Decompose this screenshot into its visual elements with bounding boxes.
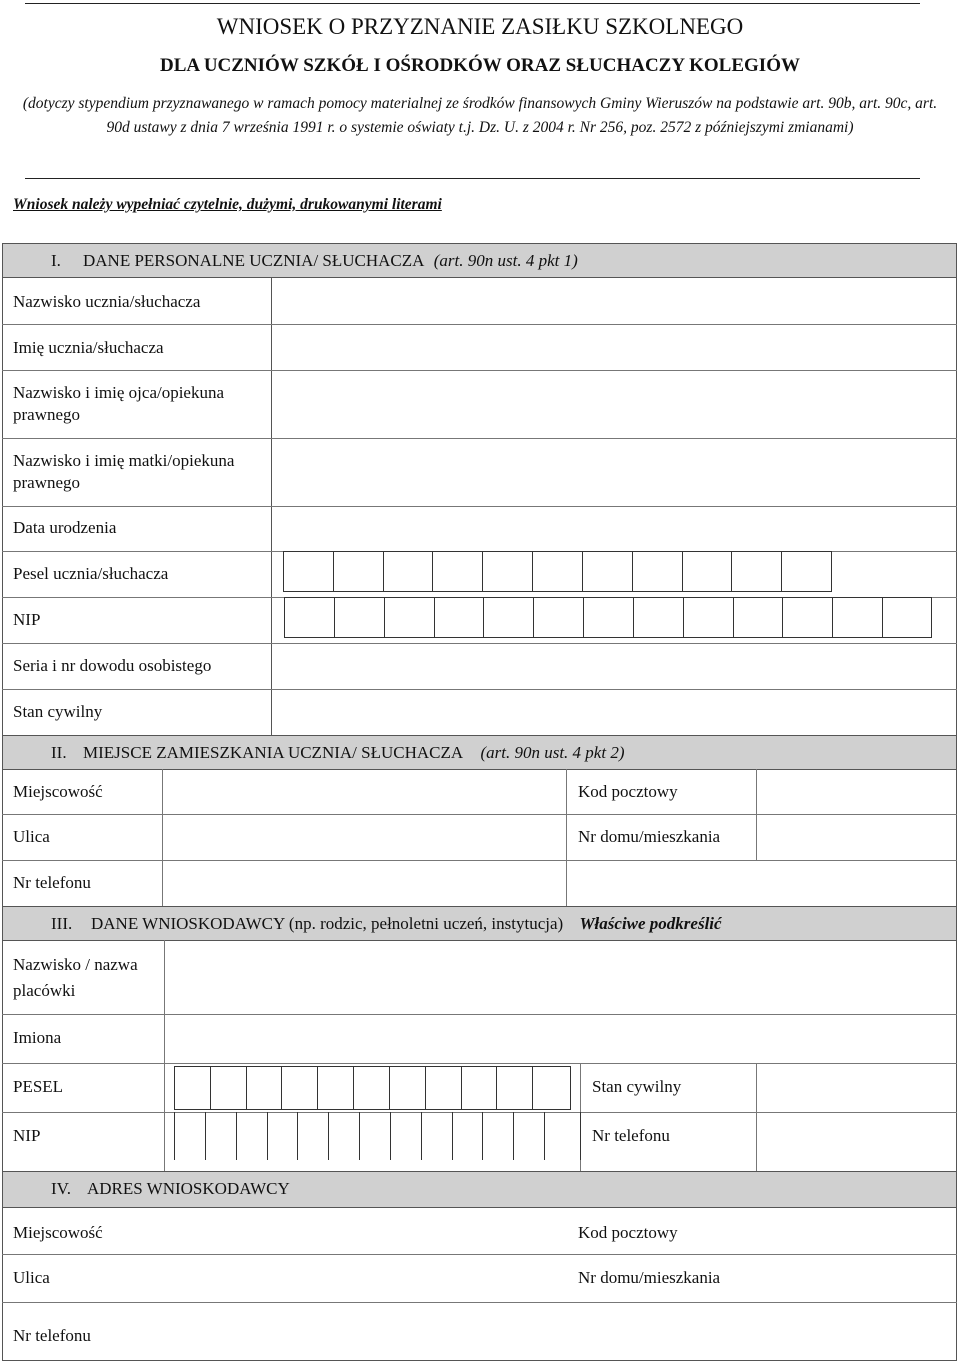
col-divider xyxy=(566,769,567,907)
field-label-marital-status: Stan cywilny xyxy=(13,702,103,721)
field-label-surname: Nazwisko ucznia/słuchacza xyxy=(13,292,201,311)
street-input[interactable] xyxy=(163,815,566,860)
section-2-ref: (art. 90n ust. 4 pkt 2) xyxy=(480,743,625,762)
pesel-cells[interactable] xyxy=(283,551,832,592)
section-1-header xyxy=(2,243,957,278)
label-applicant-house-number: Nr domu/mieszkania xyxy=(578,1268,721,1287)
label-applicant-name: Nazwisko / nazwa placówki xyxy=(13,955,138,1000)
postal-code-input[interactable] xyxy=(757,770,956,814)
fill-instruction: Wniosek należy wypełniać czytelnie, dużymi, drukowanymi literami xyxy=(13,196,442,213)
field-label-birth-date: Data urodzenia xyxy=(13,518,117,537)
label-applicant-pesel: PESEL xyxy=(13,1077,64,1096)
field-label-mother: Nazwisko i imię matki/opiekuna prawnego xyxy=(13,451,235,492)
section-3-header xyxy=(2,906,957,941)
field-label-pesel: Pesel ucznia/słuchacza xyxy=(13,564,169,583)
section-2-header xyxy=(2,735,957,770)
field-label-nip: NIP xyxy=(13,610,41,629)
section-1-ref: (art. 90n ust. 4 pkt 1) xyxy=(433,251,578,270)
section-2-number: II. xyxy=(51,743,67,762)
label-applicant-phone: Nr telefonu xyxy=(592,1126,670,1145)
applicant-locality-input[interactable] xyxy=(163,1208,563,1254)
legal-note: (dotyczy stypendium przyznawanego w ramach pomocy materialnej ze środków finansowych Gminy Wieruszów na podstawie art. 90b, art. 90c, art. 90d ustawy z dnia 7 września 1991 r. o systemie oświaty t.j. Dz. U. z 2004 r. Nr 256, poz. 2572 z późniejszymi zmianami) xyxy=(22,95,938,136)
field-label-id-card: Seria i nr dowodu osobistego xyxy=(13,656,212,675)
applicant-street-input[interactable] xyxy=(163,1255,563,1302)
locality-input[interactable] xyxy=(163,770,566,814)
mother-input[interactable] xyxy=(273,439,956,506)
form-title: WNIOSEK O PRZYZNANIE ZASIŁKU SZKOLNEGO xyxy=(216,14,744,39)
section-3-emphasis: Właściwe podkreślić xyxy=(579,914,722,933)
label-postal-code: Kod pocztowy xyxy=(578,782,678,801)
section-4-number: IV. xyxy=(51,1179,71,1198)
applicant-nip-cells[interactable] xyxy=(174,1112,581,1160)
label-applicant-locality: Miejscowość xyxy=(13,1223,103,1242)
applicant-name-input[interactable] xyxy=(165,941,956,1014)
label-applicant-street: Ulica xyxy=(13,1268,50,1287)
applicant-address-phone-input[interactable] xyxy=(163,1303,956,1360)
section-3-ref: (np. rodzic, pełnoletni uczeń, instytucja) xyxy=(288,914,564,933)
section-1-title: DANE PERSONALNE UCZNIA/ SŁUCHACZA xyxy=(83,251,424,270)
label-house-number: Nr domu/mieszkania xyxy=(578,827,721,846)
section-3-title: DANE WNIOSKODAWCY xyxy=(91,914,285,933)
applicant-house-number-input[interactable] xyxy=(757,1255,956,1302)
surname-input[interactable] xyxy=(273,278,956,324)
applicant-first-names-input[interactable] xyxy=(165,1015,956,1063)
applicant-pesel-cells[interactable] xyxy=(174,1066,571,1110)
label-street: Ulica xyxy=(13,827,50,846)
id-card-input[interactable] xyxy=(273,644,956,689)
label-applicant-address-phone: Nr telefonu xyxy=(13,1326,91,1345)
label-locality: Miejscowość xyxy=(13,782,103,801)
section-4-header xyxy=(2,1171,957,1208)
label-applicant-first-names: Imiona xyxy=(13,1028,62,1047)
section-2-title: MIEJSCE ZAMIESZKANIA UCZNIA/ SŁUCHACZA xyxy=(83,743,463,762)
marital-status-input[interactable] xyxy=(273,690,956,735)
field-label-first-name: Imię ucznia/słuchacza xyxy=(13,338,164,357)
label-applicant-postal-code: Kod pocztowy xyxy=(578,1223,678,1242)
header-rule xyxy=(25,178,920,179)
section-3-number: III. xyxy=(51,914,73,933)
applicant-marital-status-input[interactable] xyxy=(757,1064,956,1112)
top-rule xyxy=(25,3,920,4)
applicant-phone-input[interactable] xyxy=(757,1113,956,1171)
field-label-father: Nazwisko i imię ojca/opiekuna prawnego xyxy=(13,383,225,424)
father-input[interactable] xyxy=(273,371,956,438)
first-name-input[interactable] xyxy=(273,325,956,370)
section-1-number: I. xyxy=(51,251,61,270)
label-applicant-marital-status: Stan cywilny xyxy=(592,1077,682,1096)
applicant-postal-code-input[interactable] xyxy=(757,1208,956,1254)
house-number-input[interactable] xyxy=(757,815,956,860)
form-subtitle: DLA UCZNIÓW SZKÓŁ I OŚRODKÓW ORAZ SŁUCHACZY KOLEGIÓW xyxy=(160,55,800,76)
phone-input[interactable] xyxy=(163,861,566,906)
label-phone: Nr telefonu xyxy=(13,873,91,892)
nip-cells[interactable] xyxy=(284,597,932,638)
section-4-title: ADRES WNIOSKODAWCY xyxy=(87,1179,290,1198)
birth-date-input[interactable] xyxy=(273,507,956,551)
label-applicant-nip: NIP xyxy=(13,1126,41,1145)
